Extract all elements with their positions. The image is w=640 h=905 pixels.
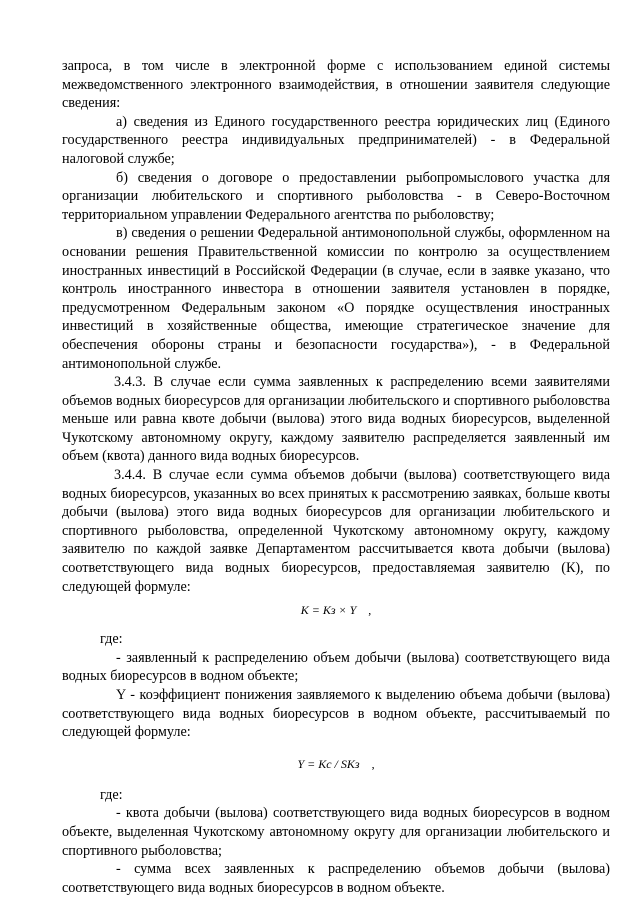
item-c-paragraph: в) сведения о решении Федеральной антимонопольной службы, оформленном на основании решения Правительственной комиссии по контролю за осуществлением иностранных инвестиций в Российской Федерации (в случае, если в заявке указано, что контроль иностранного инвестора в отношении заявителя установлен в порядке, предусмотренном Федеральным законом «О порядке осуществления иностранных инвестиций в хозяйственные общества, имеющие стратегическое значение для обеспечения обороны страны и безопасности государства»), - в Федеральной антимонопольной службе. <box>62 225 610 372</box>
formula-y <box>62 742 610 786</box>
definition-kc: - квота добычи (вылова) соответствующего вида водных биоресурсов в водном объекте, выделенная Чукотскому автономному округу для организации любительского и спортивного рыболовства; <box>62 805 610 859</box>
formula-k-comma: , <box>368 603 372 618</box>
where-label-2: где: <box>100 786 123 803</box>
clause-3-4-3: 3.4.3. В случае если сумма заявленных к распределению всеми заявителями объемов водных биоресурсов для организации любительского и спортивного рыболовства меньше или равна квоте добычи (вылова) этого вида водных биоресурсов, выделенной Чукотскому автономному округу, каждому заявителю распределяется заявленный им объем (квота) данного вида водных биоресурсов. <box>62 374 610 465</box>
intro-paragraph: запроса, в том числе в электронной форме с использованием единой системы межведомственного электронного взаимодействия, в отношении заявителя следующие сведения: <box>62 58 610 112</box>
definition-y: Y - коэффициент понижения заявляемого к выделению объема добычи (вылова) соответствующего вида водных биоресурсов в водном объекте, рассчитываемый по следующей формуле: <box>62 687 610 741</box>
formula-k-expression: K = Kз × Y <box>300 603 357 618</box>
item-a-paragraph: а) сведения из Единого государственного реестра юридических лиц (Единого государственного реестра индивидуальных предпринимателей) - в Федеральной налоговой службе; <box>62 113 610 167</box>
where-label-1: где: <box>100 631 123 648</box>
clause-3-4-4: 3.4.4. В случае если сумма объемов добычи (вылова) соответствующего вида водных биоресурсов, указанных во всех принятых к рассмотрению заявках, больше квоты добычи (вылова) этого вида водных биоресурсов для организации любительского и спортивного рыболовства, определенной Чукотскому автономному округу, каждому заявителю по каждой заявке Департаментом рассчитывается квота добычи (вылова) соответствующего вида водных биоресурсов, предоставляемая заявителю (К), по следующей формуле: <box>62 467 610 595</box>
formula-y-comma: , <box>371 756 375 771</box>
definition-skz: - сумма всех заявленных к распределению объемов добычи (вылова) соответствующего вида водных биоресурсов в водном объекте. <box>62 861 610 896</box>
formula-y-expression: Y = Kс / SKз <box>297 756 360 771</box>
item-b-paragraph: б) сведения о договоре о предоставлении рыбопромыслового участка для организации любительского и спортивного рыболовства - в Северо-Восточном территориальном управлении Федерального агентства по рыболовству; <box>62 169 610 223</box>
definition-kz: - заявленный к распределению объем добычи (вылова) соответствующего вида водных биоресурсов в водном объекте; <box>62 649 610 685</box>
formula-k <box>62 596 610 630</box>
